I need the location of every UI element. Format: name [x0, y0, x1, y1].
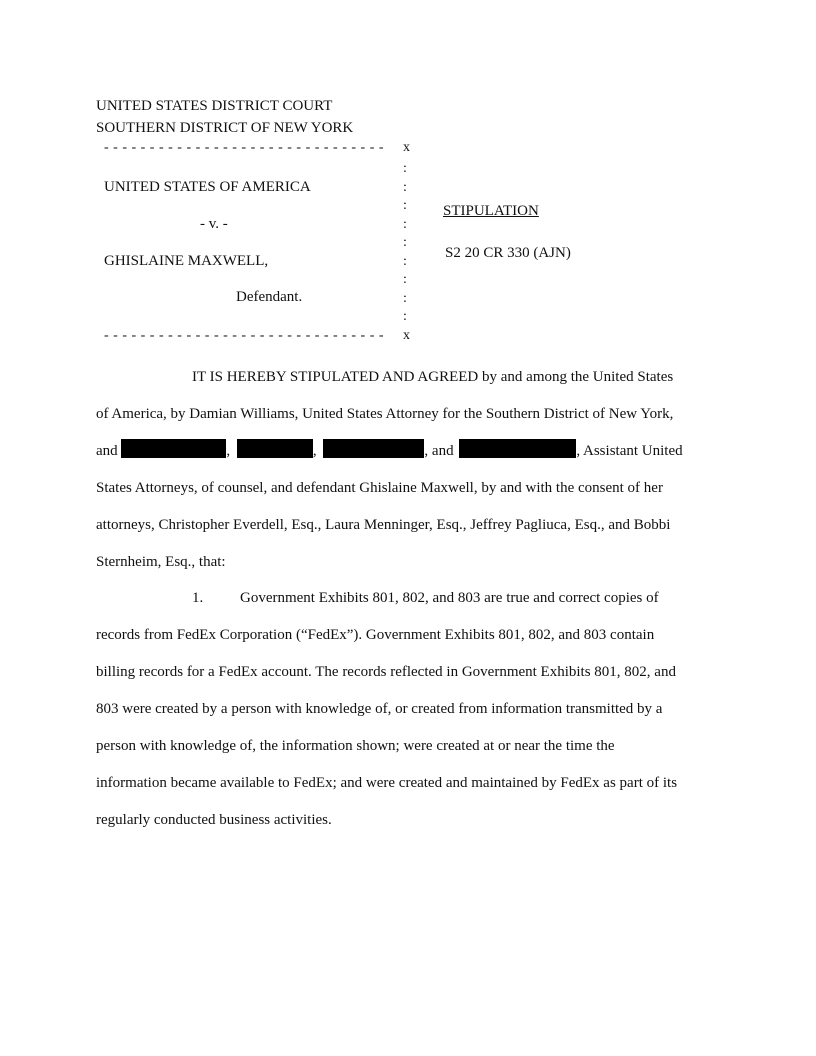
text-line: attorneys, Christopher Everdell, Esq., Laura Menninger, Esq., Jeffrey Pagliuca, Esq., and Bobbi — [96, 517, 671, 533]
caption-top-x: x — [403, 140, 410, 155]
text-fragment: , and — [424, 443, 454, 459]
caption-bottom-x: x — [403, 328, 410, 343]
caption-colon: : — [403, 161, 407, 176]
redaction-block — [323, 439, 424, 458]
text-line: 803 were created by a person with knowledge of, or created from information transmitted by a — [96, 701, 663, 717]
caption-colon: : — [403, 309, 407, 324]
redaction-block — [237, 439, 313, 458]
text-line: person with knowledge of, the information shown; were created at or near the time the — [96, 738, 615, 754]
document-title: STIPULATION — [443, 203, 539, 219]
defendant-label: Defendant. — [236, 289, 303, 305]
text-line: of America, by Damian Williams, United States Attorney for the Southern District of New York, — [96, 406, 674, 422]
text-line — [96, 433, 720, 470]
paragraph-preamble — [96, 359, 720, 581]
caption-colon: : — [403, 198, 407, 213]
paragraph-1 — [96, 580, 720, 839]
court-district: SOUTHERN DISTRICT OF NEW YORK — [96, 120, 354, 136]
text-fragment: and — [96, 443, 122, 459]
text-fragment: , — [312, 443, 317, 459]
redaction-block — [121, 439, 226, 458]
court-name: UNITED STATES DISTRICT COURT — [96, 98, 333, 114]
caption-colon: : — [403, 254, 407, 269]
redaction-block — [459, 439, 576, 458]
text-line: regularly conducted business activities. — [96, 812, 332, 828]
text-line — [96, 580, 720, 617]
text-line: States Attorneys, of counsel, and defendant Ghislaine Maxwell, by and with the consent of her — [96, 480, 663, 496]
text-line: records from FedEx Corporation (“FedEx”). Government Exhibits 801, 802, and 803 contain — [96, 627, 655, 643]
caption-colon: : — [403, 217, 407, 232]
caption-colon: : — [403, 291, 407, 306]
caption-colon: : — [403, 180, 407, 195]
plaintiff-name: UNITED STATES OF AMERICA — [104, 179, 311, 195]
caption-bottom-rule: - - - - - - - - - - - - - - - - - - - - - - - - - - - - - - - — [104, 328, 385, 343]
text-fragment: , — [226, 443, 231, 459]
defendant-name: GHISLAINE MAXWELL, — [104, 253, 269, 269]
case-number: S2 20 CR 330 (AJN) — [445, 245, 571, 261]
text-line: Sternheim, Esq., that: — [96, 554, 226, 570]
paragraph-number: 1. — [192, 590, 204, 606]
text-line: IT IS HEREBY STIPULATED AND AGREED by and among the United States — [192, 369, 674, 385]
text-line: billing records for a FedEx account. The records reflected in Government Exhibits 801, 802, and — [96, 664, 676, 680]
versus-label: - v. - — [200, 216, 228, 232]
text-fragment: , Assistant United — [576, 443, 683, 459]
caption-top-rule: - - - - - - - - - - - - - - - - - - - - - - - - - - - - - - - — [104, 140, 385, 155]
text-fragment: Government Exhibits 801, 802, and 803 are true and correct copies of — [240, 590, 659, 606]
caption-colon: : — [403, 272, 407, 287]
text-line: information became available to FedEx; and were created and maintained by FedEx as part of its — [96, 775, 678, 791]
caption-colon: : — [403, 235, 407, 250]
